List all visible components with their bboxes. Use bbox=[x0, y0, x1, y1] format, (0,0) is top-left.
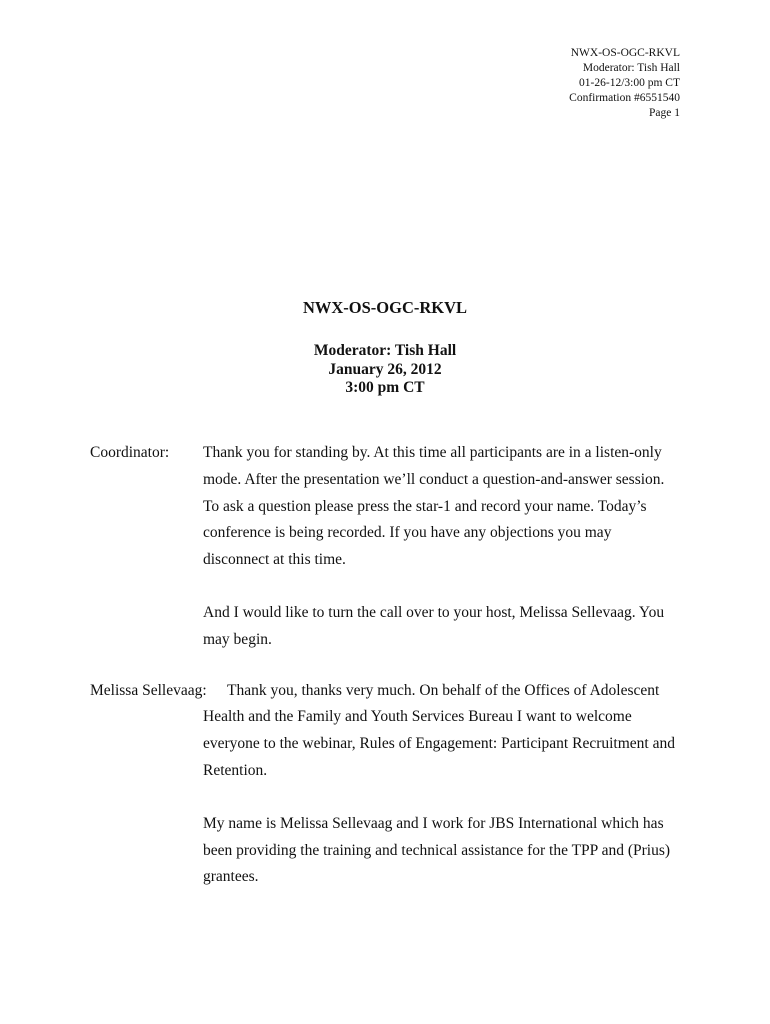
header-date-time: 01-26-12/3:00 pm CT bbox=[579, 77, 680, 89]
title-meta bbox=[0, 342, 770, 398]
transcript-paragraph: And I would like to turn the call over to your host, Melissa Sellevaag. You may begin. bbox=[203, 603, 665, 648]
transcript-paragraph: Thank you, thanks very much. On behalf of the Offices of Adolescent Health and the Family and Youth Services Bureau I want to welcome everyone to the webinar, Rules of Engagement: Participant Recruitment and Retention. bbox=[203, 681, 675, 779]
transcript-body bbox=[0, 440, 770, 915]
header-moderator: Moderator: Tish Hall bbox=[582, 62, 680, 74]
header-conference-id: NWX-OS-OGC-RKVL bbox=[570, 47, 680, 59]
transcript-turn-melissa bbox=[0, 678, 770, 892]
title-moderator: Moderator: Tish Hall bbox=[313, 342, 457, 359]
document-title-block bbox=[0, 298, 770, 398]
speaker-label: Melissa Sellevaag: bbox=[90, 681, 207, 699]
header-page-number: Page 1 bbox=[649, 107, 680, 119]
page-header bbox=[569, 46, 680, 121]
title-time: 3:00 pm CT bbox=[345, 379, 425, 396]
transcript-paragraph: Thank you for standing by. At this time all participants are in a listen-only mode. After the presentation we’ll conduct a question-and-answer session. To ask a question please press the star-1 and record your name. Today’s conference is being recorded. If you have any objections you may disconnect at this time. bbox=[203, 444, 665, 569]
title-date: January 26, 2012 bbox=[328, 360, 442, 378]
transcript-paragraph: My name is Melissa Sellevaag and I work for JBS International which has been providing the training and technical assistance for the TPP and (Prius) grantees. bbox=[203, 814, 671, 886]
document-title: NWX-OS-OGC-RKVL bbox=[302, 298, 468, 317]
transcript-turn-coordinator bbox=[0, 440, 770, 654]
header-confirmation: Confirmation #6551540 bbox=[569, 92, 680, 104]
speaker-label: Coordinator: bbox=[90, 444, 170, 461]
